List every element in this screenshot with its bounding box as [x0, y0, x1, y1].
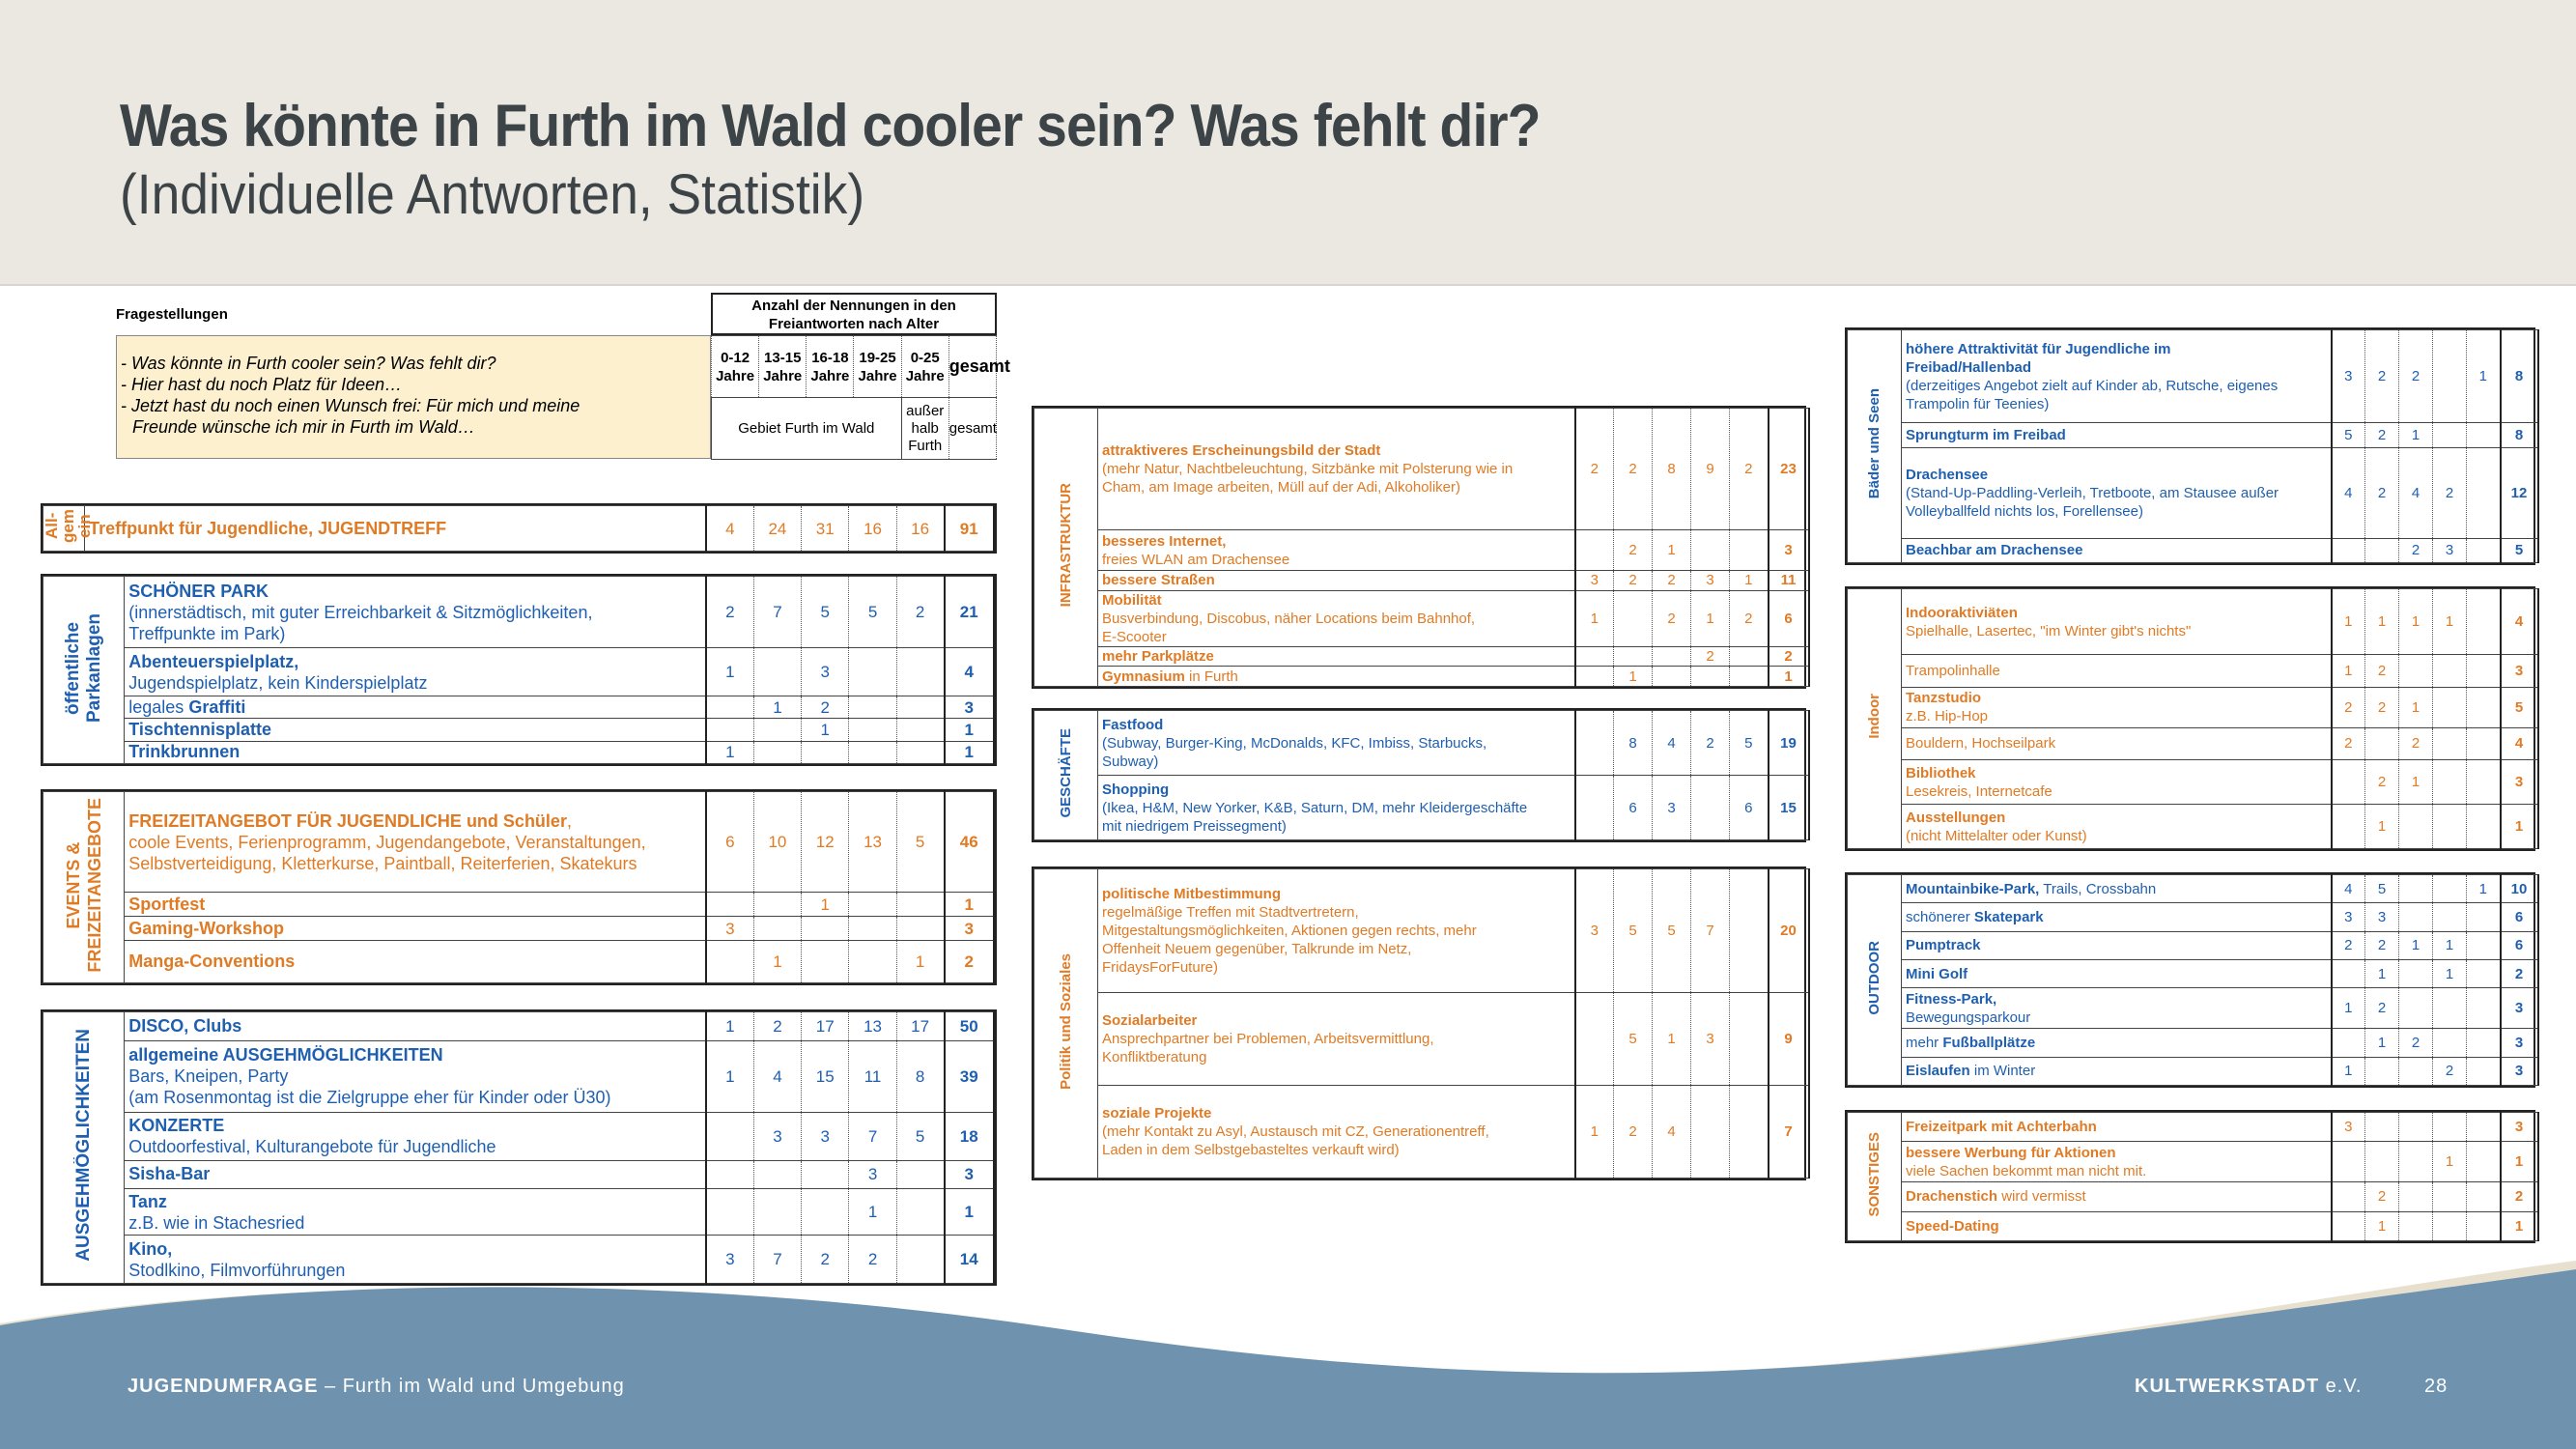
table-events: EVENTS & FREIZEITANGEBOTE FREIZEITANGEBOT FÜR JUGENDLICHE und Schüler, coole Events, Ferienprogramm, Jugendangebote, Veranstaltungen, Selbstverteidigung, Kletterkurse, Paintball, Reiterferien, Skatekurs 6 10 12 13 5 46 Sportfest 1 1 Gaming-Workshop 3 3 Manga-Conventions 1 1 2 — [41, 789, 997, 985]
gebiet-header: Gebiet Furth im Wald — [712, 398, 902, 460]
footer-wave — [0, 1256, 2576, 1449]
gesamt-header: gesamt — [948, 336, 996, 398]
age-13-15: 13-15 Jahre — [759, 336, 807, 398]
question-2: - Hier hast du noch Platz für Ideen… — [121, 375, 403, 394]
gesamt2-header: gesamt — [948, 398, 996, 460]
cat-events: EVENTS & FREIZEITANGEBOTE — [43, 792, 125, 983]
age-16-18: 16-18 Jahre — [807, 336, 854, 398]
cat-infrastruktur: INFRASTRUKTUR — [1034, 409, 1098, 687]
age-19-25: 19-25 Jahre — [854, 336, 901, 398]
cat-parkanlagen: öffentliche Parkanlagen — [43, 577, 125, 764]
table-politik: Politik und Soziales politische Mitbestimmung regelmäßige Treffen mit Stadtvertretern, Mitgestaltungsmöglichkeiten, Aktionen gegen rechts, mehr Offenheit Neuem gegenüber, Talkrunde im Netz, FridaysForFuture) 3 5 5 7 20 Sozialarbeiter Ansprechpartner bei Problemen, Arbeitsvermittlung, Konfliktberatung 5 1 3 9 soziale Projekte (mehr Kontakt zu Asyl, Austausch mit CZ, Generationentreff, Laden in dem Selbstgebasteltes verkauft wird) 1 2 4 7 — [1032, 867, 1806, 1180]
footer-right-bold: KULTWERKSTADT — [2135, 1376, 2320, 1397]
table-outdoor: OUTDOOR Mountainbike-Park, Trails, Crossbahn 4 5 1 10 schönerer Skatepark 3 3 6 Pumptrack 2 2 1 1 6 Mini Golf 1 1 2 Fitness-Park, Bewegungsparkour 1 2 3 mehr Fußballplätze 1 2 3 Eislaufen im Winter 1 2 3 — [1845, 872, 2535, 1088]
footer-left-rest: – Furth im Wald und Umgebung — [318, 1376, 625, 1397]
footer-left-bold: JUGENDUMFRAGE — [127, 1376, 319, 1397]
anzahl-header: Anzahl der Nennungen in den Freiantworten nach Alter — [711, 293, 997, 335]
page-subtitle: (Individuelle Antworten, Statistik) — [120, 163, 865, 226]
table-allgemein: All- gem ein Treffpunkt für Jugendliche, JUGENDTREFF 4 24 31 16 16 91 — [41, 503, 997, 554]
divider — [0, 284, 2576, 286]
table-parkanlagen: öffentliche Parkanlagen SCHÖNER PARK (innerstädtisch, mit guter Erreichbarkeit & Sitzmöglichkeiten, Treffpunkte im Park) 2 7 5 5 2 21 Abenteuerspielplatz, Jugendspielplatz, kein Kinderspielplatz 1 3 4 legales Graffiti 1 2 3 Tischtennisplatte 1 1 Trinkbrunnen 1 1 — [41, 574, 997, 766]
question-1: - Was könnte in Furth cooler sein? Was fehlt dir? — [121, 354, 496, 373]
fragestellungen-label: Fragestellungen — [116, 306, 228, 323]
table-geschaefte: GESCHÄFTE Fastfood (Subway, Burger-King, McDonalds, KFC, Imbiss, Starbucks, Subway) 8 4 2 5 19 Shopping (Ikea, H&M, New Yorker, K&B, Saturn, DM, mehr Kleidergeschäfte mit niedrigem Preissegment) 6 3 6 15 — [1032, 708, 1806, 842]
page-title: Was könnte in Furth im Wald cooler sein? Was fehlt dir? — [120, 93, 1541, 159]
age-0-25: 0-25 Jahre — [901, 336, 948, 398]
table-infrastruktur: INFRASTRUKTUR attraktiveres Erscheinungsbild der Stadt (mehr Natur, Nachtbeleuchtung, Sitzbänke mit Polsterung wie in Cham, am Image arbeiten, Müll auf der Adi, Alkoholiker) 2 2 8 9 2 23 besseres Internet, freies WLAN am Drachensee 2 1 3 bessere Straßen 3 2 2 3 1 11 Mobilität Busverbindung, Discobus, näher Locations beim Bahnhof, E-Scooter 1 2 1 2 6 mehr Parkplätze 2 2 Gymnasium in Furth 1 1 — [1032, 406, 1806, 689]
age-header-grid — [711, 335, 1010, 460]
cat-ausgeh: AUSGEHMÖGLICHKEITEN — [43, 1012, 125, 1284]
questions-box — [116, 335, 711, 459]
cat-allgemein: All- gem ein — [43, 506, 85, 552]
header-table — [116, 293, 1010, 459]
footer-right — [2135, 1376, 2362, 1398]
cat-baeder: Bäder und Seen — [1848, 330, 1902, 563]
cat-sonstiges: SONSTIGES — [1848, 1113, 1902, 1241]
cat-outdoor: OUTDOOR — [1848, 875, 1902, 1086]
table-baeder: Bäder und Seen höhere Attraktivität für Jugendliche im Freibad/Hallenbad (derzeitiges Angebot zielt auf Kinder ab, Rutsche, eigenes Trampolin für Teenies) 3 2 2 1 8 Sprungturm im Freibad 5 2 1 8 Drachensee (Stand-Up-Paddling-Verleih, Tretboote, am Stausee außer Volleyballfeld nichts los, Forellensee) 4 2 4 2 12 Beachbar am Drachensee 2 3 5 — [1845, 327, 2535, 565]
page-number: 28 — [2424, 1376, 2449, 1397]
footer-right-rest: e.V. — [2319, 1376, 2363, 1397]
cat-geschaefte: GESCHÄFTE — [1034, 711, 1098, 840]
table-indoor: Indoor Indooraktiviäten Spielhalle, Lasertec, "im Winter gibt's nichts" 1 1 1 1 4 Trampolinhalle 1 2 3 Tanzstudio z.B. Hip-Hop 2 2 1 5 Bouldern, Hochseilpark 2 2 4 Bibliothek Lesekreis, Internetcafe 2 1 3 Ausstellungen (nicht Mittelalter oder Kunst) 1 1 — [1845, 586, 2535, 851]
cat-politik: Politik und Soziales — [1034, 869, 1098, 1179]
row-label: Treffpunkt für Jugendliche, JUGENDTREFF — [85, 506, 706, 552]
footer-left — [127, 1376, 625, 1398]
question-4: Freunde wünsche ich mir in Furth im Wald… — [132, 417, 475, 437]
age-0-12: 0-12 Jahre — [712, 336, 759, 398]
cat-indoor: Indoor — [1848, 589, 1902, 849]
table-sonstiges: SONSTIGES Freizeitpark mit Achterbahn 3 3 bessere Werbung für Aktionen viele Sachen bekommt man nicht mit. 1 1 Drachenstich wird vermisst 2 2 Speed-Dating 1 1 — [1845, 1110, 2535, 1243]
question-3: - Jetzt hast du noch einen Wunsch frei: Für mich und meine — [121, 396, 580, 415]
ausser-header: außer halb Furth — [901, 398, 948, 460]
table-ausgeh: AUSGEHMÖGLICHKEITEN DISCO, Clubs 1 2 17 13 17 50 allgemeine AUSGEHMÖGLICHKEITEN Bars, Kneipen, Party (am Rosenmontag ist die Zielgruppe eher für Kinder oder Ü30) 1 4 15 11 8 39 KONZERTE Outdoorfestival, Kulturangebote für Jugendliche 3 3 7 5 18 Sisha-Bar 3 3 Tanz z.B. wie in Stachesried 1 1 Kino, Stodlkino, Filmvorführungen 3 7 2 2 14 — [41, 1009, 997, 1286]
